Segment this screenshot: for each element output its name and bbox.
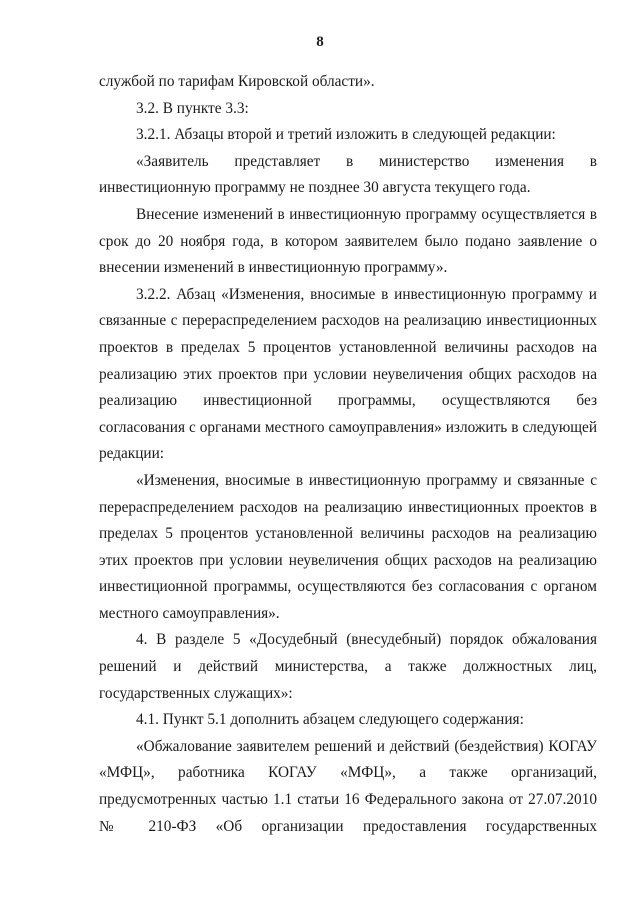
paragraph-quote-changes: «Изменения, вносимые в инвестиционную программу и связанные с перераспределением расходов на реализацию инвестиционных проектов в пределах 5 процентов установленной величины расходов на реализацию этих проектов при условии неувеличения общих расходов на реализацию инвестиционной программы, осуществляются без согласования с органом местного самоуправления». <box>99 471 597 622</box>
paragraph-3-2-heading: 3.2. В пункте 3.3: <box>136 99 249 117</box>
paragraph-section-4: 4. В разделе 5 «Досудебный (внесудебный) порядок обжалования решений и действий министерства, а также должностных лиц, государственных служащих»: <box>99 631 597 702</box>
paragraph-3-2-1: 3.2.1. Абзацы второй и третий изложить в следующей редакции: <box>136 126 556 144</box>
paragraph-4-1: 4.1. Пункт 5.1 дополнить абзацем следующего содержания: <box>136 711 524 729</box>
page-number: 8 <box>316 34 324 50</box>
paragraph-3-2-2: 3.2.2. Абзац «Изменения, вносимые в инвестиционную программу и связанные с перераспределением расходов на реализацию инвестиционных проектов в пределах 5 процентов установленной величины расходов на реализацию этих проектов при условии неувеличения общих расходов на реализацию инвестиционной программы, осуществляются без согласования с органами местного самоуправления» изложить в следующей редакции: <box>99 285 597 463</box>
document-body <box>99 69 597 840</box>
paragraph-continuation: службой по тарифам Кировской области». <box>99 73 375 90</box>
paragraph-quote-applicant: «Заявитель представляет в министерство изменения в инвестиционную программу не позднее 30 августа текущего года. <box>99 152 597 197</box>
paragraph-quote-deadline: Внесение изменений в инвестиционную программу осуществляется в срок до 20 ноября года, в котором заявителем было подано заявление о внесении изменений в инвестиционную программу». <box>99 205 597 277</box>
paragraph-quote-appeal: «Обжалование заявителем решений и действий (бездействия) КОГАУ «МФЦ», работника КОГАУ «МФЦ», а также организаций, предусмотренных частью 1.1 статьи 16 Федерального закона от 27.07.2010 № 210-ФЗ «Об организации предоставления государственных <box>99 737 597 835</box>
